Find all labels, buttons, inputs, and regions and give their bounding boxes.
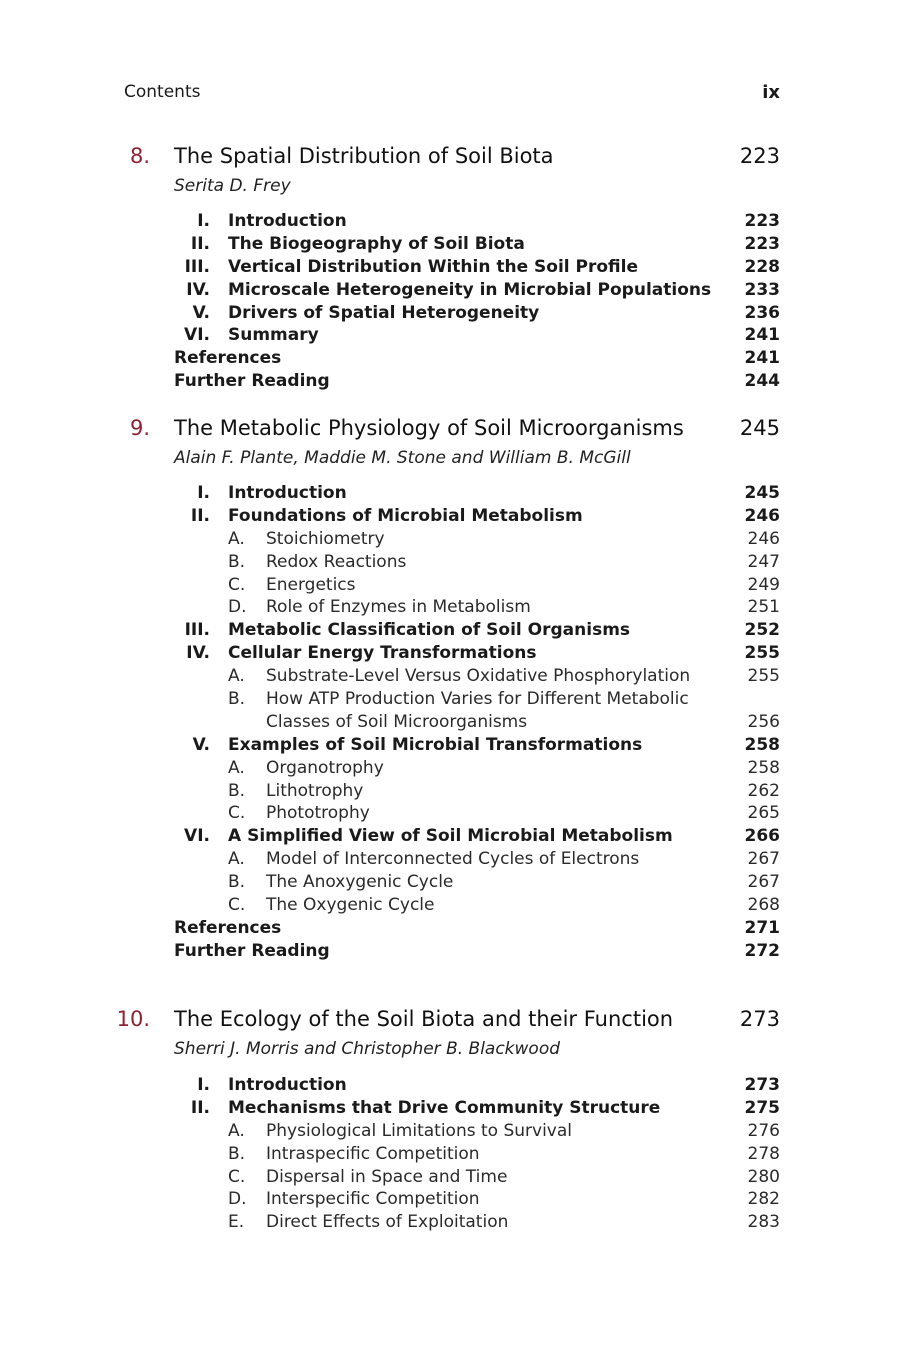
toc-references[interactable] xyxy=(0,917,900,940)
toc-entry[interactable] xyxy=(0,233,900,256)
toc-subentry[interactable] xyxy=(0,688,900,711)
entry-letter: B. xyxy=(228,1143,246,1164)
entry-number: III. xyxy=(184,620,210,641)
entry-title: The Anoxygenic Cycle xyxy=(266,872,454,893)
entry-title: Metabolic Classification of Soil Organisms xyxy=(228,620,631,641)
chapter-10-entries xyxy=(0,1074,900,1234)
entry-page: 255 xyxy=(747,666,780,687)
entry-title: Further Reading xyxy=(174,940,330,961)
entry-letter: B. xyxy=(228,551,246,572)
toc-subentry[interactable] xyxy=(0,1188,900,1211)
toc-subentry[interactable] xyxy=(0,528,900,551)
entry-number: V. xyxy=(192,734,210,755)
entry-letter: B. xyxy=(228,780,246,801)
entry-title: Dispersal in Space and Time xyxy=(266,1166,508,1187)
entry-page: 245 xyxy=(744,483,780,503)
chapter-title[interactable]: The Metabolic Physiology of Soil Microorganisms xyxy=(174,416,684,440)
toc-subentry[interactable] xyxy=(0,1166,900,1189)
entry-page: 241 xyxy=(744,348,780,369)
entry-title: Redox Reactions xyxy=(266,551,407,572)
entry-letter: E. xyxy=(228,1212,245,1233)
entry-letter: A. xyxy=(228,757,245,778)
entry-number: II. xyxy=(190,1097,210,1118)
entry-number: V. xyxy=(192,302,210,323)
entry-title: Cellular Energy Transformations xyxy=(228,643,537,664)
entry-letter: B. xyxy=(228,689,246,710)
toc-subentry[interactable] xyxy=(0,871,900,894)
toc-entry[interactable] xyxy=(0,825,900,848)
toc-further-reading[interactable] xyxy=(0,370,900,393)
entry-page: 236 xyxy=(744,302,780,323)
entry-page: 249 xyxy=(747,574,780,595)
toc-entry[interactable] xyxy=(0,302,900,325)
entry-title: Intraspecific Competition xyxy=(266,1143,480,1164)
entry-title: Introduction xyxy=(228,1075,347,1095)
header-page-number: ix xyxy=(762,82,780,103)
entry-number: VI. xyxy=(184,325,210,346)
header-label: Contents xyxy=(124,82,201,102)
entry-number: II. xyxy=(190,505,210,526)
entry-page: 244 xyxy=(744,371,780,392)
entry-title: Classes of Soil Microorganisms xyxy=(266,711,528,732)
toc-subentry[interactable] xyxy=(0,551,900,574)
toc-entry[interactable] xyxy=(0,619,900,642)
entry-number: I. xyxy=(197,483,210,503)
entry-page: 267 xyxy=(747,872,780,893)
entry-number: IV. xyxy=(186,643,210,664)
chapter-authors: Serita D. Frey xyxy=(174,176,291,196)
entry-page: 258 xyxy=(747,757,780,778)
entry-number: IV. xyxy=(186,279,210,300)
toc-subentry[interactable] xyxy=(0,1120,900,1143)
entry-page: 262 xyxy=(747,780,780,801)
entry-page: 267 xyxy=(747,849,780,870)
entry-page: 228 xyxy=(744,256,780,277)
entry-letter: A. xyxy=(228,849,245,870)
toc-subentry[interactable] xyxy=(0,780,900,803)
entry-page: 256 xyxy=(747,711,780,732)
entry-title: Introduction xyxy=(228,483,347,503)
entry-letter: A. xyxy=(228,666,245,687)
chapter-authors: Alain F. Plante, Maddie M. Stone and William B. McGill xyxy=(174,448,631,468)
entry-page: 283 xyxy=(747,1212,780,1233)
chapter-number: 9. xyxy=(129,416,150,440)
entry-number: I. xyxy=(197,1075,210,1095)
toc-entry[interactable] xyxy=(0,1074,900,1097)
running-header xyxy=(124,82,780,106)
entry-title: References xyxy=(174,348,282,369)
entry-page: 241 xyxy=(744,325,780,346)
toc-subentry[interactable] xyxy=(0,848,900,871)
chapter-title[interactable]: The Spatial Distribution of Soil Biota xyxy=(174,144,554,168)
entry-letter: C. xyxy=(228,574,246,595)
entry-page: 268 xyxy=(747,895,780,916)
entry-title: Microscale Heterogeneity in Microbial Populations xyxy=(228,279,712,300)
entry-title: Mechanisms that Drive Community Structure xyxy=(228,1097,661,1118)
chapter-number: 8. xyxy=(129,144,150,168)
entry-page: 223 xyxy=(744,211,780,231)
toc-subentry-continuation[interactable] xyxy=(0,711,900,734)
chapter-page: 273 xyxy=(739,1007,780,1031)
entry-title: Role of Enzymes in Metabolism xyxy=(266,597,531,618)
toc-entry[interactable] xyxy=(0,642,900,665)
entry-title: Phototrophy xyxy=(266,803,370,824)
entry-title: Summary xyxy=(228,325,319,346)
entry-page: 247 xyxy=(747,551,780,572)
entry-letter: A. xyxy=(228,528,245,549)
entry-title: Stoichiometry xyxy=(266,528,385,549)
entry-title: Introduction xyxy=(228,211,347,231)
entry-number: III. xyxy=(184,256,210,277)
entry-letter: C. xyxy=(228,1166,246,1187)
entry-letter: B. xyxy=(228,872,246,893)
toc-entry[interactable] xyxy=(0,482,900,505)
entry-letter: A. xyxy=(228,1120,245,1141)
chapter-title[interactable]: The Ecology of the Soil Biota and their Function xyxy=(174,1007,674,1031)
chapter-page: 223 xyxy=(739,144,780,168)
chapter-authors: Sherri J. Morris and Christopher B. Blackwood xyxy=(174,1039,561,1059)
toc-subentry[interactable] xyxy=(0,596,900,619)
entry-page: 280 xyxy=(747,1166,780,1187)
entry-title: References xyxy=(174,917,282,938)
chapter-9-entries xyxy=(0,482,900,963)
entry-letter: C. xyxy=(228,803,246,824)
entry-page: 223 xyxy=(744,233,780,254)
entry-title: Physiological Limitations to Survival xyxy=(266,1120,572,1141)
entry-title: Lithotrophy xyxy=(266,780,364,801)
toc-entry[interactable] xyxy=(0,505,900,528)
toc-subentry[interactable] xyxy=(0,574,900,597)
entry-title: A Simplified View of Soil Microbial Metabolism xyxy=(228,826,673,847)
entry-page: 271 xyxy=(744,917,780,938)
toc-entry[interactable] xyxy=(0,210,900,233)
entry-page: 233 xyxy=(744,279,780,300)
entry-title: Substrate-Level Versus Oxidative Phosphorylation xyxy=(266,666,691,687)
entry-page: 246 xyxy=(744,505,780,526)
entry-letter: D. xyxy=(228,1189,247,1210)
toc-subentry[interactable] xyxy=(0,757,900,780)
entry-title: Further Reading xyxy=(174,371,330,392)
entry-title: Foundations of Microbial Metabolism xyxy=(228,505,583,526)
entry-title: Examples of Soil Microbial Transformations xyxy=(228,734,643,755)
entry-page: 246 xyxy=(747,528,780,549)
toc-subentry[interactable] xyxy=(0,894,900,917)
toc-entry[interactable] xyxy=(0,1097,900,1120)
entry-title: Energetics xyxy=(266,574,356,595)
entry-number: II. xyxy=(190,233,210,254)
entry-title: Direct Effects of Exploitation xyxy=(266,1212,509,1233)
entry-page: 276 xyxy=(747,1120,780,1141)
entry-page: 275 xyxy=(744,1097,780,1118)
toc-entry[interactable] xyxy=(0,279,900,302)
toc-subentry[interactable] xyxy=(0,802,900,825)
toc-subentry[interactable] xyxy=(0,665,900,688)
entry-number: I. xyxy=(197,211,210,231)
entry-page: 273 xyxy=(744,1075,780,1095)
entry-letter: C. xyxy=(228,895,246,916)
toc-subentry[interactable] xyxy=(0,1143,900,1166)
entry-page: 265 xyxy=(747,803,780,824)
chapter-page: 245 xyxy=(739,416,780,440)
entry-page: 282 xyxy=(747,1189,780,1210)
entry-page: 258 xyxy=(744,734,780,755)
entry-page: 251 xyxy=(747,597,780,618)
entry-title: The Biogeography of Soil Biota xyxy=(228,233,525,254)
toc-subentry[interactable] xyxy=(0,1211,900,1234)
toc-entry[interactable] xyxy=(0,324,900,347)
toc-references[interactable] xyxy=(0,347,900,370)
entry-page: 272 xyxy=(744,940,780,961)
chapter-8-entries xyxy=(0,210,900,393)
entry-page: 278 xyxy=(747,1143,780,1164)
entry-title: Organotrophy xyxy=(266,757,384,778)
entry-page: 252 xyxy=(744,620,780,641)
entry-page: 266 xyxy=(744,826,780,847)
toc-entry[interactable] xyxy=(0,256,900,279)
entry-title: How ATP Production Varies for Different Metabolic xyxy=(266,689,689,710)
chapter-number: 10. xyxy=(116,1007,150,1031)
entry-number: VI. xyxy=(184,826,210,847)
entry-title: Model of Interconnected Cycles of Electrons xyxy=(266,849,640,870)
entry-page: 255 xyxy=(744,643,780,664)
entry-letter: D. xyxy=(228,597,247,618)
toc-further-reading[interactable] xyxy=(0,940,900,963)
entry-title: The Oxygenic Cycle xyxy=(266,895,435,916)
entry-title: Interspecific Competition xyxy=(266,1189,480,1210)
entry-title: Vertical Distribution Within the Soil Profile xyxy=(228,256,639,277)
entry-title: Drivers of Spatial Heterogeneity xyxy=(228,302,540,323)
toc-entry[interactable] xyxy=(0,734,900,757)
